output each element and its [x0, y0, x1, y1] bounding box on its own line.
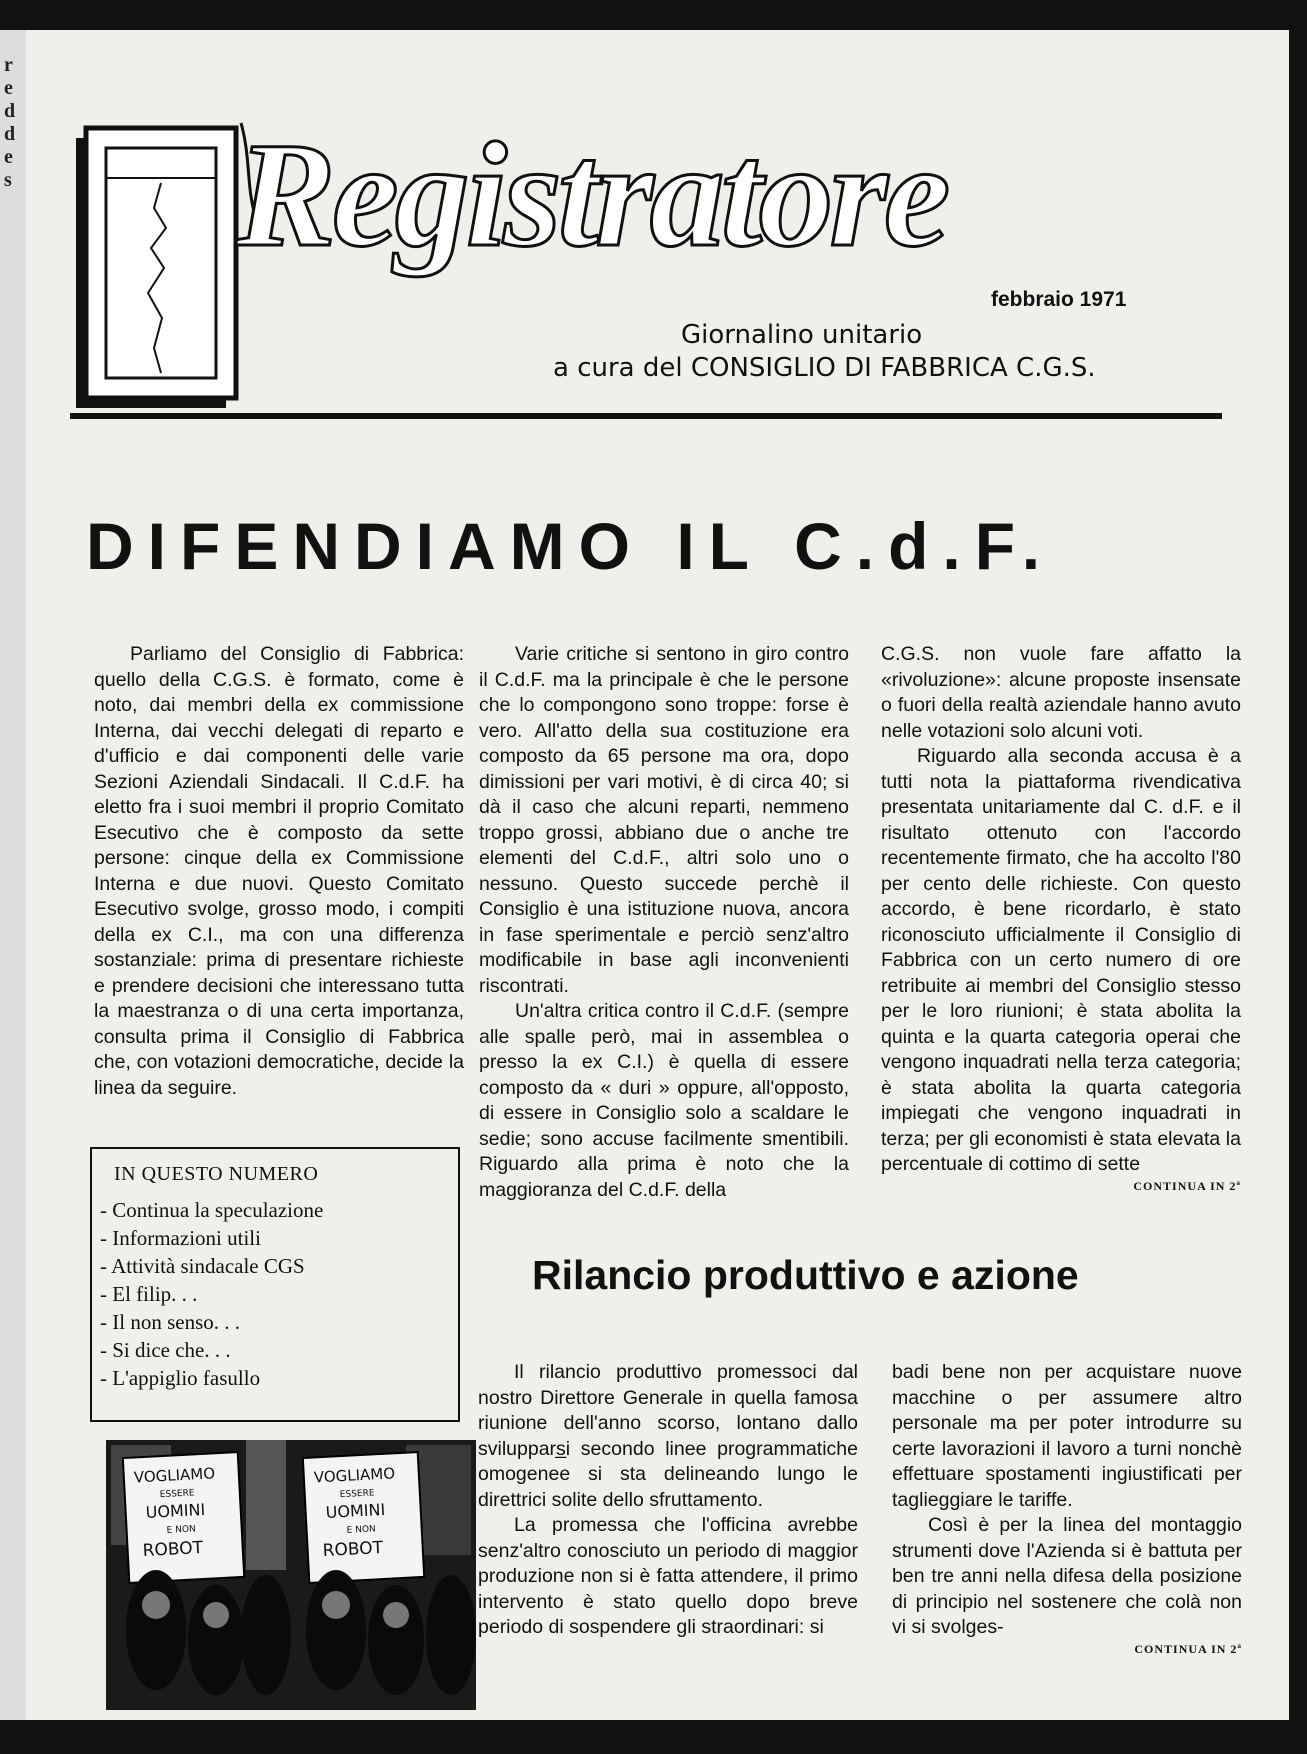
masthead-subtitle: Giornalino unitario [681, 320, 923, 350]
paragraph: Parliamo del Consiglio di Fabbrica: quello della C.G.S. è formato, come è noto, dai membri della ex commissione Interna, dai vecchi delegati di reparto e d'ufficio e dai componenti delle varie Sezioni Aziendali Sindacali. Il C.d.F. ha eletto fra i suoi membri il proprio Comitato Esecutivo che è composto da sette persone: cinque della ex Commissione Interna e due nuovi. Questo Comitato Esecutivo svolge, grosso modo, i compiti della ex C.I., ma con una differenza sostanziale: prima di presentare richieste e prendere decisioni che interessano tutta la maestranza o di una certa importanza, consulta prima il Consiglio di Fabbrica che, con votazioni democratiche, decide la linea da seguire. [94, 643, 464, 1099]
paragraph: badi bene non per acquistare nuove macchine o per assumere altro personale ma per poter introdurre su certe lavorazioni il lavoro a turni nonchè effettuare spostamenti ingiustificati per taglieggiare le tariffe. [892, 1361, 1242, 1511]
paragraph: Il rilancio produttivo promessoci dal nostro Direttore Generale in quella famosa riunione dell'anno scorso, lontano dallo sviluppars̲i secondo linee programmatiche omogenee si sta delineando lungo le direttrici solite dello sfruttamento. [478, 1361, 858, 1511]
article2-column2 [892, 1360, 1242, 1657]
masthead-title: Registratore [236, 112, 947, 278]
contents-item: - Attività sindacale CGS [100, 1254, 305, 1278]
contents-item: - Il non senso. . . [100, 1310, 240, 1334]
continue-note: CONTINUA IN 2ª [1134, 1641, 1242, 1656]
paragraph: Così è per la linea del montaggio strumenti dove l'Azienda si è battuta per ben tre anni nella difesa della posizione di principio nel sostenere che colà non vi si svolges- [892, 1514, 1242, 1638]
article1-column2 [479, 642, 849, 1203]
contents-item: - El filip. . . [100, 1282, 198, 1306]
paragraph: Un'altra critica contro il C.d.F. (sempre alle spalle però, mai in assemblea o presso la ex C.I.) è quella di essere composto da « duri » oppure, all'opposto, di essere in Consiglio solo a scaldare le sedie; sono accuse facilmente smentibili. Riguardo alla prima è noto che la maggioranza del C.d.F. della [479, 1000, 849, 1201]
paragraph: La promessa che l'officina avrebbe senz'altro conosciuto un periodo di maggior produzione non si è fatta attendere, il primo intervento è stato quello dopo breve periodo di sospendere gli straordinari: si [478, 1514, 858, 1638]
article1-column3 [881, 642, 1241, 1194]
issue-date: febbraio 1971 [991, 288, 1127, 311]
contents-item: - Si dice che. . . [100, 1338, 231, 1362]
contents-title: IN QUESTO NUMERO [114, 1163, 319, 1185]
sign-right-text: VOGLIAMO ESSERE UOMINI E NON ROBOT [313, 1464, 396, 1562]
masthead-rule [70, 413, 1222, 419]
newsletter-page [26, 30, 1289, 1720]
article2-column1 [478, 1360, 858, 1641]
contents-item: - Continua la speculazione [100, 1198, 324, 1222]
contents-list [100, 1196, 448, 1392]
contents-item: - L'appiglio fasullo [100, 1366, 261, 1390]
continue-note: CONTINUA IN 2ª [1133, 1178, 1241, 1193]
sign-left-text: VOGLIAMO ESSERE UOMINI E NON ROBOT [133, 1464, 216, 1562]
recorder-illustration [66, 118, 256, 418]
protest-photo [106, 1440, 476, 1710]
article1-column1 [94, 642, 464, 1101]
paragraph: C.G.S. non vuole fare affatto la «rivoluzione»: alcune proposte insensate o fuori della realtà aziendale hanno avuto nelle votazioni solo alcuni voti. [881, 643, 1241, 742]
contents-item: - Informazioni utili [100, 1226, 261, 1250]
binding-edge: r e d d e s [0, 30, 26, 1720]
paragraph: Riguardo alla seconda accusa è a tutti nota la piattaforma rivendicativa presentata unitariamente dal C. d.F. e il risultato ottenuto con l'accordo recentemente firmato, che ha accolto l'80 per cento delle richieste. Con questo accordo, è bene ricordarlo, è stato riconosciuto ufficialmente il Consiglio di Fabbrica con un certo numero di ore retribuite ai membri del Consiglio stesso per le loro riunioni; è stata abolita la quinta e la quarta categoria operai che vengono inquadrati nella terza categoria; è stata abolita la quarta categoria impiegati che vengono inquadrati in terza; per gli economisti è stata elevata la percentuale di cottimo di sette [881, 745, 1241, 1175]
main-headline: DIFENDIAMO IL C.d.F. [86, 509, 1055, 583]
article2-title: Rilancio produttivo e azione [532, 1252, 1079, 1298]
paragraph: Varie critiche si sentono in giro contro il C.d.F. ma la principale è che le persone che lo compongono sono troppe: forse è vero. All'atto della sua costituzione era composto da 65 persone ma ora, dopo dimissioni per vari motivi, è di circa 40; si dà il caso che alcuni reparti, nemmeno troppo grossi, abbiano due o anche tre elementi del C.d.F., altri solo uno o nessuno. Questo succede perchè il Consiglio è una istituzione nuova, ancora in fase sperimentale e perciò senz'altro modificabile in base agli inconvenienti riscontrati. [479, 643, 849, 997]
contents-box [90, 1147, 460, 1422]
masthead-publisher: a cura del CONSIGLIO DI FABBRICA C.G.S. [553, 353, 1096, 383]
